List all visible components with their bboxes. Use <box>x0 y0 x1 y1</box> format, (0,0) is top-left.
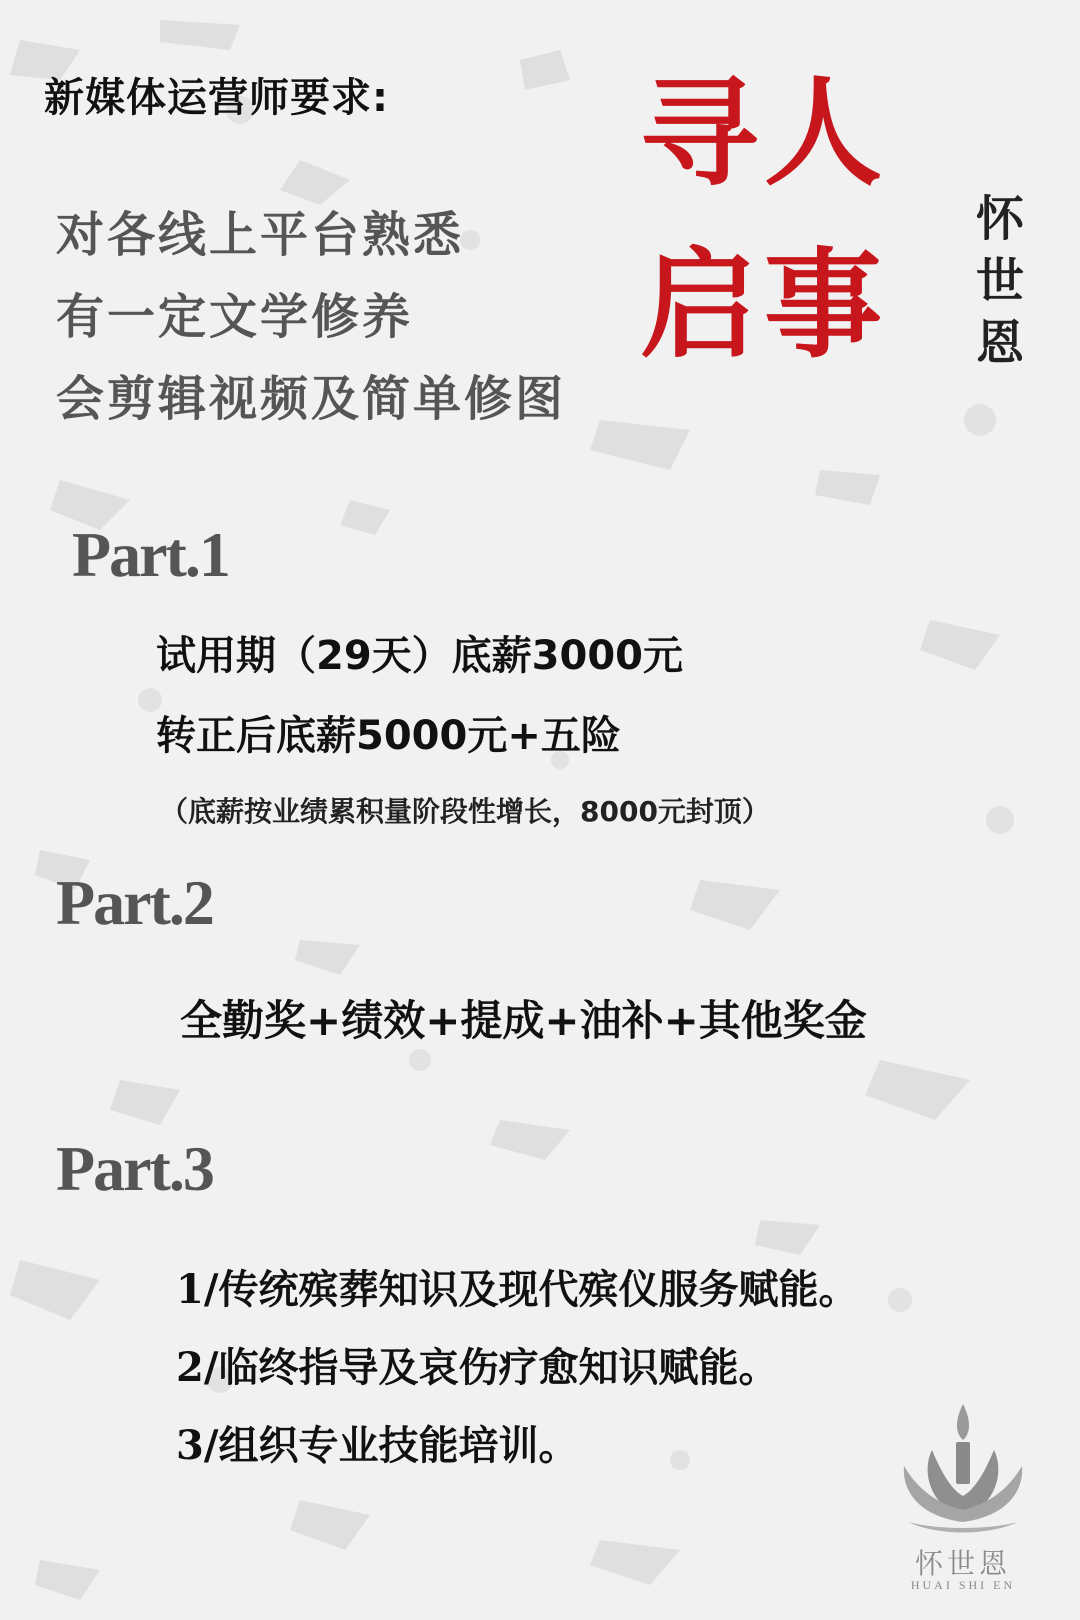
brand-char: 恩 <box>975 315 1024 371</box>
requirement-item: 会剪辑视频及简单修图 <box>56 371 567 427</box>
brand-char: 怀 <box>975 191 1024 247</box>
part3-label: Part.3 <box>56 1133 213 1204</box>
logo-name-en: HUAI SHI EN <box>910 1578 1016 1592</box>
brand-logo <box>888 1400 1038 1600</box>
part3-item: 1/传统殡葬知识及现代殡仪服务赋能。 <box>176 1266 859 1313</box>
part1-note: （底薪按业绩累积量阶段性增长，8000元封顶） <box>160 795 770 828</box>
title-line-2: 启事 <box>640 235 889 374</box>
part1-line: 试用期（29天）底薪3000元 <box>156 633 683 679</box>
part1-label: Part.1 <box>72 519 229 590</box>
part2-text: 全勤奖+绩效+提成+油补+其他奖金 <box>180 996 867 1045</box>
title-line-1: 寻人 <box>640 63 889 202</box>
page-heading: 新媒体运营师要求: <box>44 75 389 121</box>
logo-name-cn: 怀世恩 <box>914 1547 1011 1580</box>
part3-item: 2/临终指导及哀伤疗愈知识赋能。 <box>176 1344 779 1391</box>
part2-label: Part.2 <box>56 867 213 938</box>
requirement-item: 对各线上平台熟悉 <box>56 207 465 263</box>
part3-item: 3/组织专业技能培训。 <box>176 1422 579 1469</box>
part1-line: 转正后底薪5000元+五险 <box>156 713 621 759</box>
brand-char: 世 <box>975 253 1024 309</box>
brand-vertical-text <box>972 188 1028 374</box>
requirement-item: 有一定文学修养 <box>56 289 414 345</box>
lotus-candle-icon <box>888 1400 1038 1540</box>
